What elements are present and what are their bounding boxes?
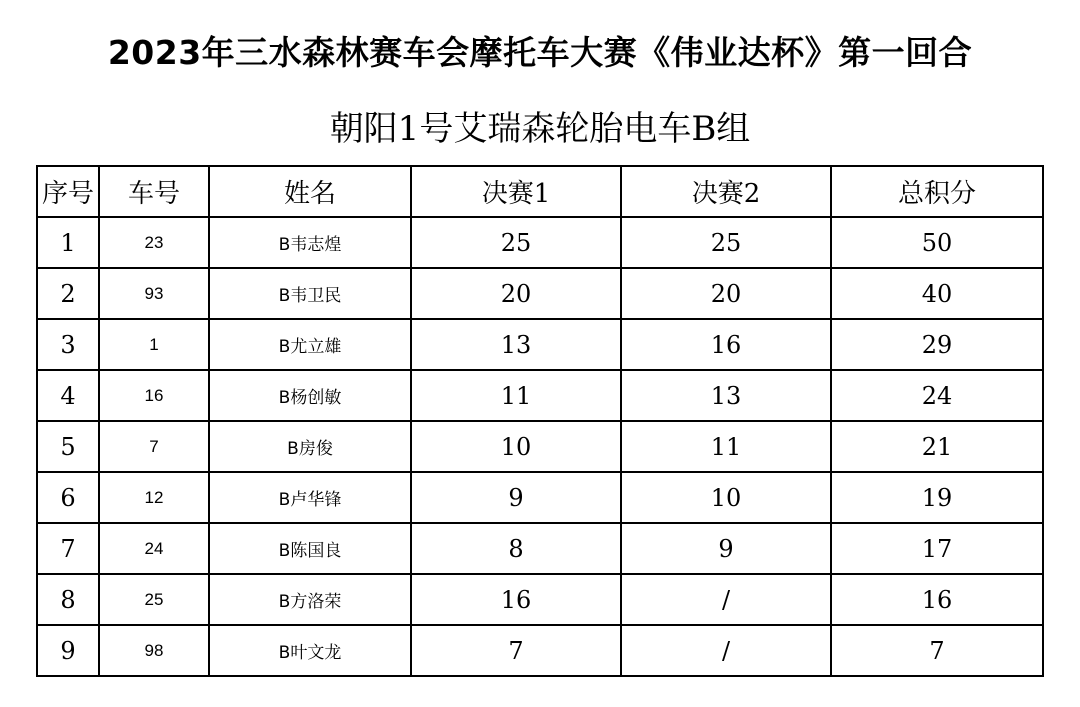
cell-final-2: 10 — [621, 472, 831, 523]
cell-name: B杨创敏 — [209, 370, 411, 421]
cell-total: 17 — [831, 523, 1043, 574]
cell-final-2: / — [621, 574, 831, 625]
cell-final-1: 7 — [411, 625, 621, 676]
table-row — [37, 319, 1043, 370]
cell-rank: 4 — [37, 370, 99, 421]
cell-final-1: 13 — [411, 319, 621, 370]
header-final-1: 决赛1 — [411, 166, 621, 217]
cell-final-1: 16 — [411, 574, 621, 625]
cell-final-1: 20 — [411, 268, 621, 319]
cell-rank: 8 — [37, 574, 99, 625]
cell-total: 21 — [831, 421, 1043, 472]
header-car-number: 车号 — [99, 166, 209, 217]
cell-final-1: 8 — [411, 523, 621, 574]
cell-name: B方洛荣 — [209, 574, 411, 625]
cell-final-2: 16 — [621, 319, 831, 370]
cell-final-2: 25 — [621, 217, 831, 268]
cell-car-number: 93 — [99, 268, 209, 319]
cell-car-number: 24 — [99, 523, 209, 574]
cell-final-1: 10 — [411, 421, 621, 472]
page-subtitle: 朝阳1号艾瑞森轮胎电车B组 — [329, 109, 751, 149]
cell-car-number: 12 — [99, 472, 209, 523]
cell-final-2: / — [621, 625, 831, 676]
page-title: 2023年三水森林赛车会摩托车大赛《伟业达杯》第一回合 — [107, 33, 973, 72]
cell-name: B尤立雄 — [209, 319, 411, 370]
table-header-row — [37, 166, 1043, 217]
cell-name: B韦卫民 — [209, 268, 411, 319]
cell-car-number: 7 — [99, 421, 209, 472]
table-row — [37, 217, 1043, 268]
cell-car-number: 16 — [99, 370, 209, 421]
cell-total: 24 — [831, 370, 1043, 421]
cell-rank: 6 — [37, 472, 99, 523]
cell-final-1: 9 — [411, 472, 621, 523]
cell-final-2: 20 — [621, 268, 831, 319]
cell-final-2: 13 — [621, 370, 831, 421]
cell-total: 50 — [831, 217, 1043, 268]
cell-rank: 5 — [37, 421, 99, 472]
cell-final-1: 25 — [411, 217, 621, 268]
table-row — [37, 421, 1043, 472]
cell-rank: 1 — [37, 217, 99, 268]
cell-total: 40 — [831, 268, 1043, 319]
cell-total: 29 — [831, 319, 1043, 370]
cell-total: 19 — [831, 472, 1043, 523]
results-table — [36, 165, 1044, 677]
table-row — [37, 268, 1043, 319]
cell-final-2: 9 — [621, 523, 831, 574]
cell-rank: 3 — [37, 319, 99, 370]
cell-name: B卢华锋 — [209, 472, 411, 523]
cell-final-2: 11 — [621, 421, 831, 472]
cell-name: B叶文龙 — [209, 625, 411, 676]
cell-car-number: 23 — [99, 217, 209, 268]
header-rank: 序号 — [37, 166, 99, 217]
cell-name: B韦志煌 — [209, 217, 411, 268]
table-row — [37, 625, 1043, 676]
header-name: 姓名 — [209, 166, 411, 217]
cell-name: B陈国良 — [209, 523, 411, 574]
header-total-points: 总积分 — [831, 166, 1043, 217]
cell-rank: 7 — [37, 523, 99, 574]
cell-final-1: 11 — [411, 370, 621, 421]
cell-car-number: 98 — [99, 625, 209, 676]
cell-car-number: 25 — [99, 574, 209, 625]
cell-total: 16 — [831, 574, 1043, 625]
table-row — [37, 472, 1043, 523]
table-row — [37, 523, 1043, 574]
cell-rank: 9 — [37, 625, 99, 676]
table-row — [37, 574, 1043, 625]
cell-name: B房俊 — [209, 421, 411, 472]
cell-rank: 2 — [37, 268, 99, 319]
table-row — [37, 370, 1043, 421]
cell-total: 7 — [831, 625, 1043, 676]
cell-car-number: 1 — [99, 319, 209, 370]
header-final-2: 决赛2 — [621, 166, 831, 217]
